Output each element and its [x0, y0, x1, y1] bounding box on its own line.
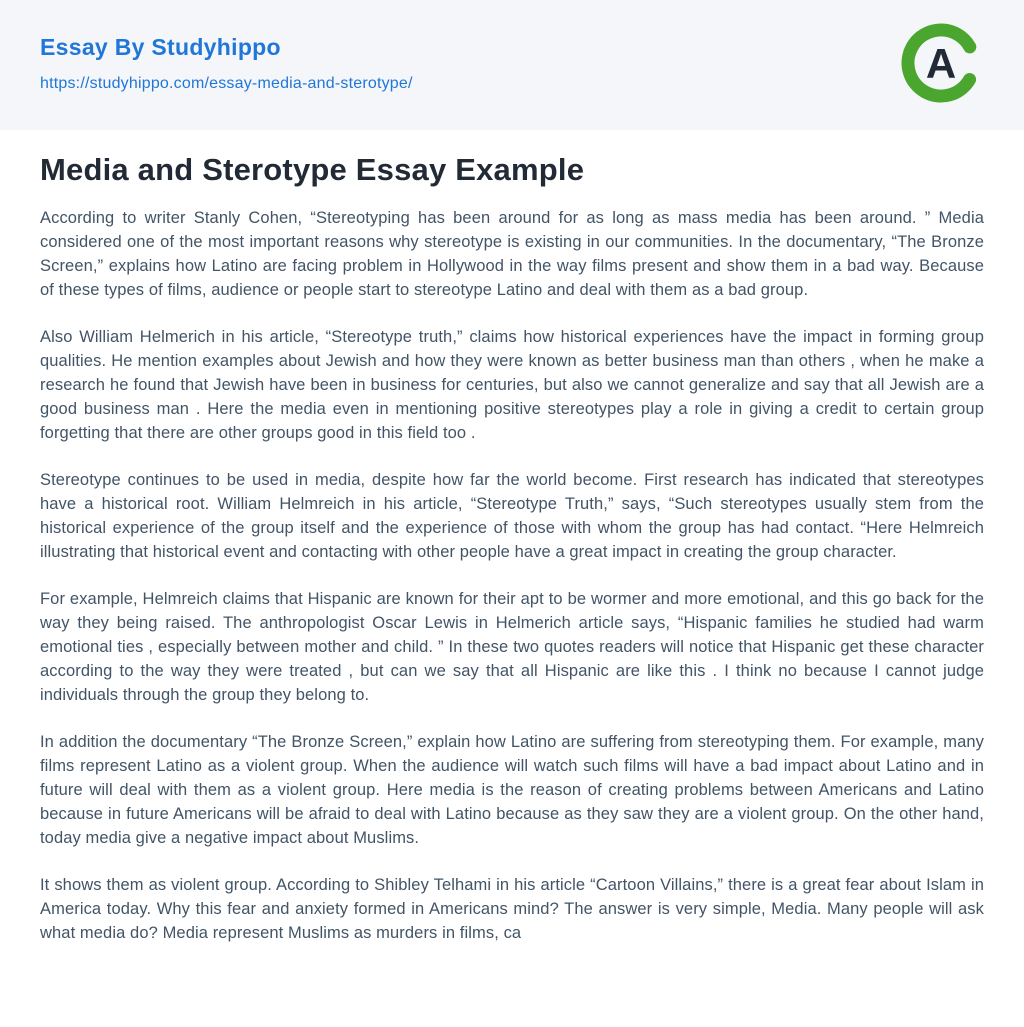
- site-title-link[interactable]: Essay By Studyhippo: [40, 34, 281, 60]
- header-text-block: [40, 34, 413, 93]
- essay-paragraph-5: In addition the documentary “The Bronze Screen,” explain how Latino are suffering from stereotyping them. For example, many films represent Latino as a violent group. When the audience will watch such films will have a bad impact about Latino and in future will deal with them as a violent group. Here media is the reason of creating problems between Americans and Latino because in future Americans will be afraid to deal with Latino because as they saw they are a violent group. On the other hand, today media give a negative impact about Muslims.: [40, 733, 984, 847]
- logo-letter: A: [925, 40, 957, 87]
- essay-url-link[interactable]: https://studyhippo.com/essay-media-and-sterotype/: [40, 75, 413, 92]
- studyhippo-logo: [900, 22, 982, 104]
- essay-paragraph-3: Stereotype continues to be used in media, despite how far the world become. First research has indicated that stereotypes have a historical root. William Helmreich in his article, “Stereotype Truth,” says, “Such stereotypes usually stem from the historical experience of the group itself and the experience of those with whom the group has had contact. “Here Helmreich illustrating that historical event and contacting with other people have a great impact in creating the group character.: [40, 471, 984, 561]
- essay-paragraph-2: Also William Helmerich in his article, “Stereotype truth,” claims how historical experiences have the impact in forming group qualities. He mention examples about Jewish and how they were known as better business man than others , when he make a research he found that Jewish have been in business for centuries, but also we cannot generalize and say that all Jewish are a good business man . Here the media even in mentioning positive stereotypes play a role in giving a credit to certain group forgetting that there are other groups good in this field too .: [40, 328, 984, 442]
- page-header: [0, 0, 1024, 130]
- essay-content: [0, 130, 1024, 945]
- essay-paragraph-6: It shows them as violent group. According to Shibley Telhami in his article “Cartoon Villains,” there is a great fear about Islam in America today. Why this fear and anxiety formed in Americans mind? The answer is very simple, Media. Many people will ask what media do? Media represent Muslims as murders in films, ca: [40, 876, 984, 942]
- essay-paragraph-4: For example, Helmreich claims that Hispanic are known for their apt to be wormer and more emotional, and this go back for the way they being raised. The anthropologist Oscar Lewis in Helmerich article says, “Hispanic families he studied had warm emotional ties , especially between mother and child. ” In these two quotes readers will notice that Hispanic get these character according to the way they were treated , but can we say that all Hispanic are like this . I think no because I cannot judge individuals through the group they belong to.: [40, 590, 984, 704]
- essay-paragraph-1: According to writer Stanly Cohen, “Stereotyping has been around for as long as mass media has been around. ” Media considered one of the most important reasons why stereotype is existing in our communities. In the documentary, “The Bronze Screen,” explains how Latino are facing problem in Hollywood in the way films present and show them in a bad way. Because of these types of films, audience or people start to stereotype Latino and deal with them as a bad group.: [40, 209, 984, 299]
- essay-title: Media and Sterotype Essay Example: [40, 152, 585, 187]
- studyhippo-logo-icon: [900, 22, 982, 104]
